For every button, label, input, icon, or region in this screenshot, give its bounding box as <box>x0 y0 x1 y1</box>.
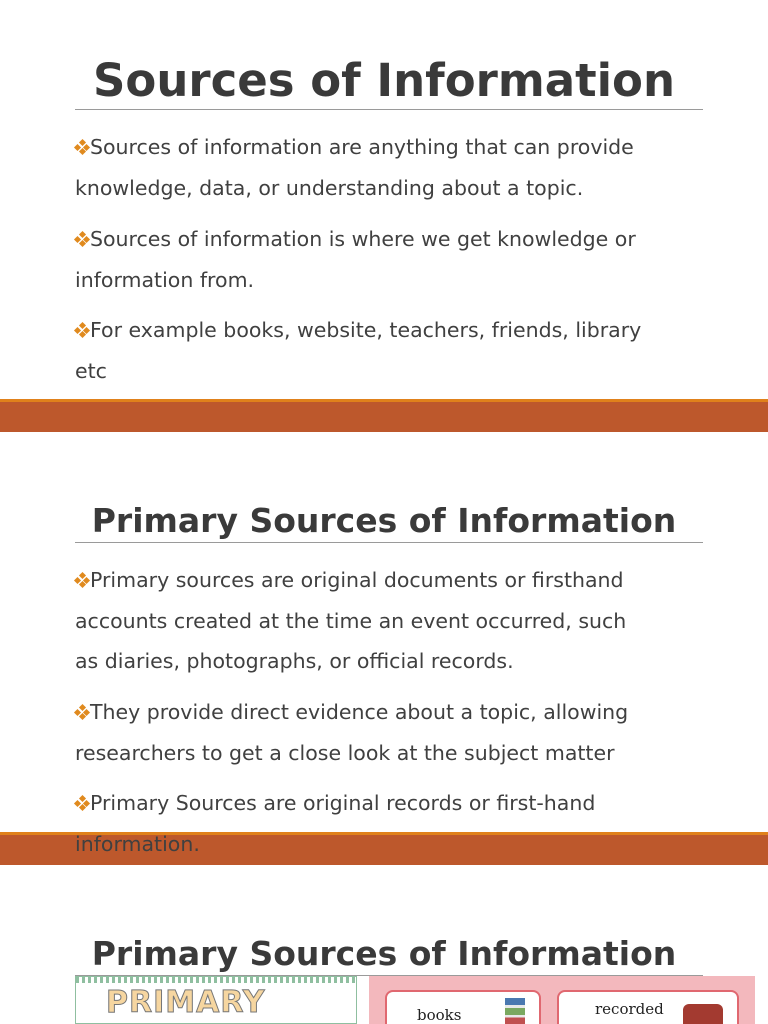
slide2-title-rule <box>75 542 703 543</box>
diamond-bullet-icon <box>75 323 89 337</box>
books-stack-icon <box>505 998 525 1024</box>
recorded-card: recorded <box>557 990 739 1024</box>
slide2-title: Primary Sources of Information <box>91 501 677 540</box>
slide2-bullet-2: They provide direct evidence about a topic, allowing researchers to get a close look at the subject matter <box>75 700 629 765</box>
diamond-bullet-icon <box>75 232 89 246</box>
primary-sources-image-left <box>75 976 357 1024</box>
slide1-title: Sources of Information <box>93 54 675 107</box>
diamond-bullet-icon <box>75 705 89 719</box>
slide2-bullet-3: Primary Sources are original records or first-hand information. <box>75 791 596 856</box>
slide2-bullet-1: Primary sources are original documents or firsthand accounts created at the time an event occurred, such as diaries, photographs, or official records. <box>75 568 627 673</box>
primary-sources-image-right <box>369 976 755 1024</box>
slide1-bullet-2: Sources of information is where we get knowledge or information from. <box>75 227 636 292</box>
diamond-bullet-icon <box>75 796 89 810</box>
books-card: books <box>385 990 541 1024</box>
slide1-bullet-3: For example books, website, teachers, friends, library etc <box>75 318 642 383</box>
slide3-title: Primary Sources of Information <box>91 934 677 973</box>
slide1-title-rule <box>75 109 703 110</box>
primary-word-art: PRIMARY <box>106 985 266 1020</box>
slide-divider-band <box>0 402 768 432</box>
diamond-bullet-icon <box>75 573 89 587</box>
slide1-bullet-1: Sources of information are anything that can provide knowledge, data, or understanding about a topic. <box>75 135 634 200</box>
diamond-bullet-icon <box>75 140 89 154</box>
dotted-border <box>76 977 356 983</box>
radio-icon <box>683 1004 723 1024</box>
